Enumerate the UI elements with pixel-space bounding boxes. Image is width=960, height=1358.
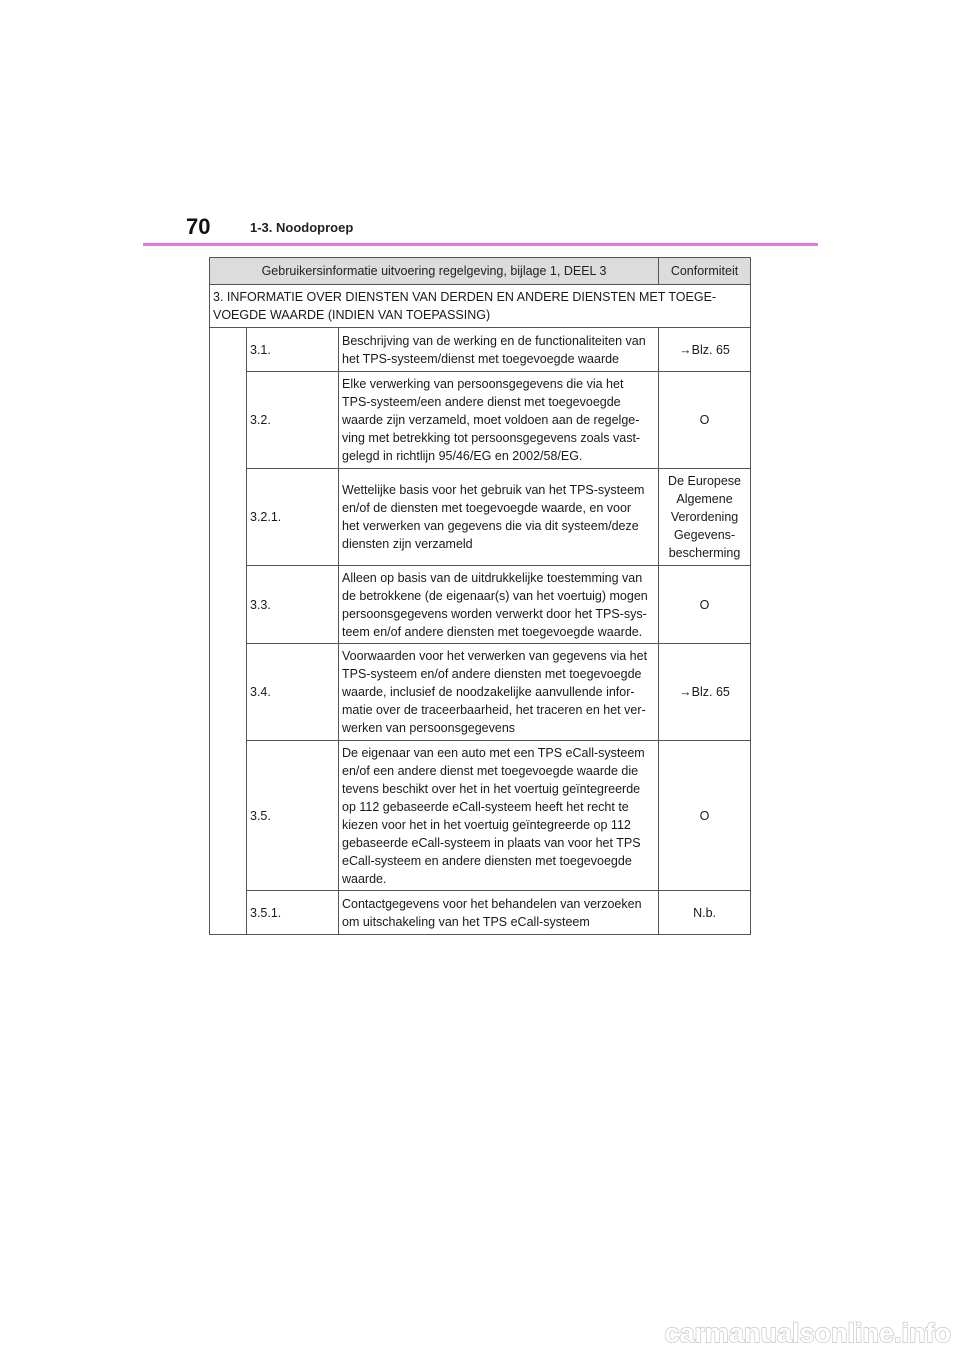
- conformity-value: O: [699, 597, 710, 612]
- row-conformity: [659, 891, 751, 935]
- desc-line: Wettelijke basis voor het gebruik van het TPS-systeem: [342, 483, 645, 497]
- desc-line: persoonsgegevens worden verwerkt door het TPS-sys-: [342, 606, 647, 621]
- desc-line: TPS-systeem/een andere dienst met toegevoegde: [342, 395, 621, 409]
- conformity-reference: →Blz. 65: [679, 685, 730, 699]
- column-header-info: Gebruikersinformatie uitvoering regelgeving, bijlage 1, DEEL 3: [210, 258, 659, 285]
- desc-line: gebaseerde eCall-systeem in plaats van voor het TPS: [342, 835, 641, 850]
- desc-line: matie over de traceerbaarheid, het traceren en het ver-: [342, 703, 646, 717]
- desc-line: Beschrijving van de werking en de functionaliteiten van: [342, 333, 646, 348]
- row-description: [339, 891, 659, 935]
- section-title: 1-3. Noodoproep: [250, 220, 354, 235]
- desc-line: waarde zijn verzameld, moet voldoen aan de regelge-: [342, 413, 640, 427]
- row-number: 3.2.1.: [247, 469, 339, 566]
- desc-line: Elke verwerking van persoonsgegevens die via het: [342, 377, 624, 391]
- section-row: [210, 285, 751, 328]
- desc-line: om uitschakeling van het TPS eCall-systeem: [342, 914, 590, 929]
- row-conformity: [659, 644, 751, 741]
- table-header-row: [210, 258, 751, 285]
- row-conformity: [659, 741, 751, 891]
- conformity-value: O: [699, 413, 710, 427]
- row-conformity: [659, 372, 751, 469]
- table-row: [210, 644, 751, 741]
- row-description: [339, 566, 659, 644]
- desc-line: gelegd in richtlijn 95/46/EG en 2002/58/EG.: [342, 449, 583, 463]
- row-number: 3.2.: [247, 372, 339, 469]
- header-rule: [143, 243, 818, 246]
- indent-cell: [210, 328, 247, 935]
- row-number: 3.4.: [247, 644, 339, 741]
- conformity-line: Algemene: [676, 492, 733, 506]
- desc-line: Contactgegevens voor het behandelen van verzoeken: [342, 896, 642, 911]
- section-heading-line: VOEGDE WAARDE (INDIEN VAN TOEPASSING): [213, 308, 491, 322]
- conformity-line: De Europese: [668, 474, 742, 488]
- desc-line: op 112 gebaseerde eCall-systeem heeft het recht te: [342, 799, 629, 814]
- desc-line: het TPS-systeem/dienst met toegevoegde waarde: [342, 351, 620, 366]
- row-description: [339, 469, 659, 566]
- row-description: [339, 328, 659, 372]
- conformity-value: O: [699, 808, 710, 823]
- table-row: [210, 566, 751, 644]
- desc-line: ving met betrekking tot persoonsgegevens zoals vast-: [342, 431, 641, 445]
- desc-line: Alleen op basis van de uitdrukkelijke toestemming van: [342, 570, 643, 585]
- desc-line: kiezen voor het in het voertuig geïntegreerde op 112: [342, 817, 631, 832]
- desc-line: waarde, inclusief de noodzakelijke aanvullende infor-: [342, 685, 635, 699]
- desc-line: werken van persoonsgegevens: [342, 721, 516, 735]
- row-description: [339, 741, 659, 891]
- desc-line: TPS-systeem en/of andere diensten met toegevoegde: [342, 667, 642, 681]
- row-conformity: [659, 328, 751, 372]
- row-number: 3.5.1.: [247, 891, 339, 935]
- row-conformity: [659, 469, 751, 566]
- conformity-value: N.b.: [693, 905, 716, 920]
- row-number: 3.5.: [247, 741, 339, 891]
- table-row: [210, 469, 751, 566]
- desc-line: teem en/of andere diensten met toegevoegde waarde.: [342, 624, 643, 639]
- desc-line: en/of de diensten met toegevoegde waarde, en voor: [342, 501, 632, 515]
- column-header-conformity: Conformiteit: [659, 258, 751, 285]
- desc-line: De eigenaar van een auto met een TPS eCall-systeem: [342, 745, 645, 760]
- conformity-line: Verordening: [670, 510, 739, 524]
- regulation-table: [209, 257, 751, 935]
- row-description: [339, 644, 659, 741]
- table-row: [210, 372, 751, 469]
- desc-line: tevens beschikt over het in het voertuig geïntegreerde: [342, 781, 641, 796]
- row-description: [339, 372, 659, 469]
- table-row: [210, 891, 751, 935]
- page-number: 70: [186, 214, 211, 239]
- conformity-line: Gegevens-: [673, 528, 736, 542]
- desc-line: het verwerken van gegevens die via dit systeem/deze: [342, 519, 639, 533]
- table-row: [210, 328, 751, 372]
- desc-line: de betrokkene (de eigenaar(s) van het voertuig) mogen: [342, 588, 648, 603]
- desc-line: Voorwaarden voor het verwerken van gegevens via het: [342, 649, 648, 663]
- desc-line: eCall-systeem en andere diensten met toegevoegde: [342, 853, 632, 868]
- desc-line: diensten zijn verzameld: [342, 537, 473, 551]
- row-number: 3.3.: [247, 566, 339, 644]
- watermark-text: carmanualsonline.info: [664, 1318, 951, 1348]
- section-heading-line: 3. INFORMATIE OVER DIENSTEN VAN DERDEN EN ANDERE DIENSTEN MET TOEGE-: [213, 290, 717, 304]
- row-conformity: [659, 566, 751, 644]
- conformity-reference: →Blz. 65: [679, 342, 730, 357]
- conformity-line: bescherming: [668, 546, 741, 560]
- section-heading: [210, 285, 751, 328]
- desc-line: waarde.: [342, 871, 387, 886]
- table-row: [210, 741, 751, 891]
- row-number: 3.1.: [247, 328, 339, 372]
- desc-line: en/of een andere dienst met toegevoegde waarde die: [342, 763, 639, 778]
